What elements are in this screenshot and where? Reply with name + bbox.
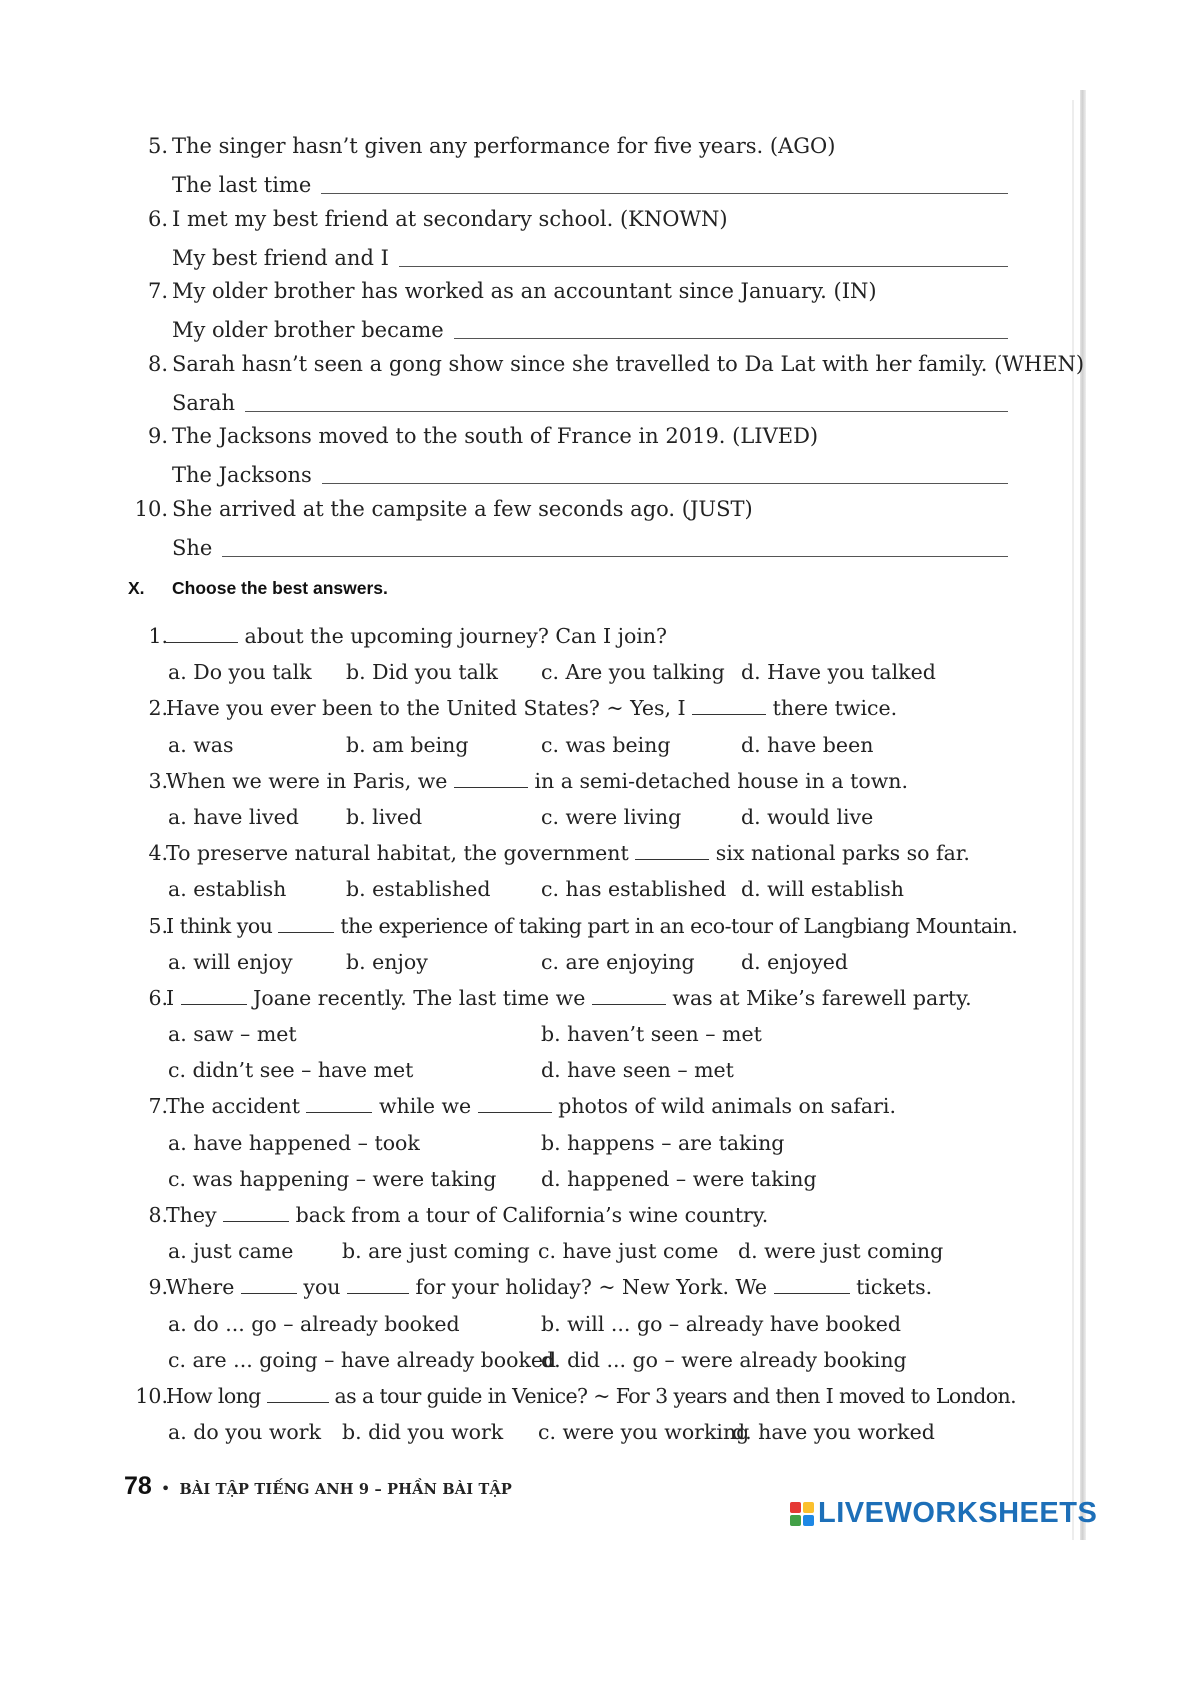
original-sentence: She arrived at the campsite a few seconds ago. (JUST) bbox=[172, 496, 753, 521]
options-row bbox=[128, 654, 1028, 690]
question-text: To preserve natural habitat, the government six national parks so far. bbox=[166, 841, 970, 866]
sentence-lead: The last time bbox=[172, 173, 312, 197]
question-number: 10. bbox=[135, 1383, 168, 1408]
sentence-lead: My best friend and I bbox=[172, 245, 389, 270]
options-row bbox=[128, 1016, 1028, 1052]
question-number: 1. bbox=[148, 624, 168, 648]
section-label: X. bbox=[128, 578, 145, 598]
option-d[interactable]: d. will establish bbox=[741, 877, 904, 902]
original-sentence: My older brother has worked as an accountant since January. (IN) bbox=[172, 279, 877, 303]
answer-blank[interactable] bbox=[478, 1094, 552, 1113]
item-number: 8. bbox=[147, 351, 168, 376]
sentence-lead: Sarah bbox=[172, 390, 235, 415]
rewrite-item bbox=[128, 201, 1008, 274]
answer-line[interactable] bbox=[245, 389, 1008, 412]
options-row bbox=[128, 1161, 1028, 1197]
item-number: 5. bbox=[147, 134, 168, 158]
sentence-lead: She bbox=[172, 535, 213, 560]
question-row bbox=[128, 908, 1028, 944]
option-a[interactable]: a. just came bbox=[168, 1239, 294, 1264]
option-d[interactable]: d. happened – were taking bbox=[541, 1166, 817, 1191]
answer-blank[interactable] bbox=[692, 696, 766, 715]
answer-line[interactable] bbox=[454, 316, 1008, 339]
item-number: 9. bbox=[147, 424, 168, 448]
option-c[interactable]: c. Are you talking bbox=[541, 660, 725, 685]
option-a[interactable]: a. do you work bbox=[168, 1420, 321, 1445]
question-row bbox=[128, 1197, 1028, 1233]
section-heading bbox=[128, 578, 388, 599]
sentence-lead: The Jacksons bbox=[172, 463, 312, 487]
option-d[interactable]: d. have you worked bbox=[732, 1420, 935, 1445]
question-number: 9. bbox=[148, 1275, 168, 1300]
option-b[interactable]: b. lived bbox=[346, 804, 423, 829]
answer-line[interactable] bbox=[322, 461, 1008, 484]
question-text: When we were in Paris, we in a semi-detached house in a town. bbox=[166, 768, 908, 793]
option-c[interactable]: c. were you working bbox=[538, 1420, 750, 1445]
answer-line[interactable] bbox=[321, 171, 1008, 194]
option-b[interactable]: b. will ... go – already have booked bbox=[541, 1311, 901, 1336]
rewrite-item bbox=[128, 128, 1008, 201]
answer-blank[interactable] bbox=[306, 1094, 372, 1113]
answer-blank[interactable] bbox=[774, 1275, 850, 1294]
option-a[interactable]: a. Do you talk bbox=[168, 660, 312, 685]
question-number: 6. bbox=[148, 985, 168, 1010]
rewrite-exercise bbox=[128, 128, 1085, 563]
rewrite-item bbox=[128, 418, 1008, 491]
options-row bbox=[128, 944, 1028, 980]
rewrite-item bbox=[128, 491, 1008, 564]
answer-blank[interactable] bbox=[278, 914, 334, 933]
answer-blank[interactable] bbox=[223, 1203, 289, 1222]
option-b[interactable]: b. am being bbox=[346, 732, 469, 757]
footer-bullet: • bbox=[160, 1479, 171, 1498]
original-sentence: I met my best friend at secondary school. (KNOWN) bbox=[172, 206, 728, 231]
rewrite-item bbox=[128, 346, 1085, 419]
question-number: 5. bbox=[148, 913, 168, 938]
answer-blank[interactable] bbox=[347, 1275, 409, 1294]
question-row bbox=[128, 1088, 1028, 1124]
option-c[interactable]: c. were living bbox=[541, 804, 682, 829]
sentence-lead: My older brother became bbox=[172, 318, 444, 342]
question-row bbox=[128, 763, 1028, 799]
multiple-choice-exercise bbox=[128, 618, 1028, 1450]
option-a[interactable]: a. saw – met bbox=[168, 1022, 297, 1047]
answer-blank[interactable] bbox=[166, 624, 238, 643]
question-number: 8. bbox=[148, 1203, 168, 1227]
item-number: 10. bbox=[134, 496, 168, 521]
book-title: BÀI TẬP TIẾNG ANH 9 – PHẦN BÀI TẬP bbox=[179, 1481, 512, 1498]
option-b[interactable]: b. happens – are taking bbox=[541, 1130, 785, 1155]
options-row bbox=[128, 871, 1028, 907]
options-row bbox=[128, 1414, 1028, 1450]
question-row bbox=[128, 618, 1028, 654]
question-number: 3. bbox=[148, 768, 168, 793]
question-number: 4. bbox=[148, 841, 168, 866]
item-number: 6. bbox=[147, 206, 168, 231]
question-number: 7. bbox=[148, 1094, 168, 1119]
options-row bbox=[128, 1052, 1028, 1088]
page-number: 78 bbox=[124, 1472, 152, 1500]
answer-blank[interactable] bbox=[181, 986, 247, 1005]
options-row bbox=[128, 1342, 1028, 1378]
answer-blank[interactable] bbox=[635, 841, 709, 860]
question-text: Have you ever been to the United States? ~ Yes, I there twice. bbox=[166, 696, 898, 721]
option-c[interactable]: c. are enjoying bbox=[541, 949, 695, 974]
option-d[interactable]: d. would live bbox=[741, 804, 874, 829]
original-sentence: The Jacksons moved to the south of France in 2019. (LIVED) bbox=[172, 424, 819, 448]
answer-line[interactable] bbox=[222, 534, 1008, 557]
option-b[interactable]: b. did you work bbox=[342, 1420, 504, 1445]
brand-name: LIVEWORKSHEETS bbox=[818, 1497, 1098, 1529]
option-a[interactable]: a. establish bbox=[168, 877, 287, 902]
question-row bbox=[128, 835, 1028, 871]
option-b[interactable]: b. haven’t seen – met bbox=[541, 1022, 762, 1047]
liveworksheets-logo bbox=[790, 1497, 1097, 1530]
option-c[interactable]: c. was being bbox=[541, 732, 671, 757]
option-b[interactable]: b. are just coming bbox=[342, 1239, 530, 1264]
question-number: 2. bbox=[148, 696, 168, 721]
answer-blank[interactable] bbox=[592, 986, 666, 1005]
options-row bbox=[128, 1233, 1028, 1269]
answer-blank[interactable] bbox=[267, 1384, 329, 1403]
option-c[interactable]: c. have just come bbox=[538, 1239, 719, 1264]
option-d[interactable]: d. have seen – met bbox=[541, 1058, 734, 1083]
question-text: I Joane recently. The last time we was at Mike’s farewell party. bbox=[166, 985, 972, 1010]
original-sentence: The singer hasn’t given any performance for five years. (AGO) bbox=[172, 134, 836, 158]
original-sentence: Sarah hasn’t seen a gong show since she travelled to Da Lat with her family. (WHEN) bbox=[172, 351, 1085, 376]
option-a[interactable]: a. have lived bbox=[168, 804, 299, 829]
options-row bbox=[128, 727, 1028, 763]
answer-line[interactable] bbox=[399, 244, 1008, 267]
option-d[interactable]: d. Have you talked bbox=[741, 660, 936, 685]
question-text: How long as a tour guide in Venice? ~ For 3 years and then I moved to London. bbox=[166, 1383, 1017, 1408]
item-number: 7. bbox=[147, 279, 168, 303]
rewrite-item bbox=[128, 273, 1008, 346]
answer-blank[interactable] bbox=[241, 1275, 297, 1294]
question-text: They back from a tour of California’s wine country. bbox=[166, 1203, 769, 1227]
option-a[interactable]: a. will enjoy bbox=[168, 949, 293, 974]
option-b[interactable]: b. enjoy bbox=[346, 949, 428, 974]
question-row bbox=[128, 690, 1028, 726]
page-binding-edge bbox=[1072, 100, 1074, 1540]
option-c[interactable]: c. has established bbox=[541, 877, 727, 902]
liveworksheets-grid-icon bbox=[790, 1502, 814, 1526]
option-d[interactable]: d. have been bbox=[741, 732, 874, 757]
options-row bbox=[128, 1125, 1028, 1161]
option-a[interactable]: a. do ... go – already booked bbox=[168, 1311, 460, 1336]
question-text: I think you the experience of taking part in an eco-tour of Langbiang Mountain. bbox=[166, 913, 1018, 938]
question-text: Where you for your holiday? ~ New York. We tickets. bbox=[166, 1275, 933, 1300]
section-title: Choose the best answers. bbox=[172, 578, 388, 598]
option-c[interactable]: c. are ... going – have already booked bbox=[168, 1347, 557, 1372]
question-row bbox=[128, 980, 1028, 1016]
option-d[interactable]: d. did ... go – were already booking bbox=[541, 1347, 907, 1372]
question-row bbox=[128, 1378, 1028, 1414]
page-footer bbox=[124, 1472, 512, 1501]
question-row bbox=[128, 1269, 1028, 1305]
options-row bbox=[128, 799, 1028, 835]
option-a[interactable]: a. have happened – took bbox=[168, 1130, 420, 1155]
option-d[interactable]: d. enjoyed bbox=[741, 949, 849, 974]
option-c[interactable]: c. was happening – were taking bbox=[168, 1166, 497, 1191]
option-c[interactable]: c. didn’t see – have met bbox=[168, 1058, 414, 1083]
answer-blank[interactable] bbox=[454, 769, 528, 788]
option-a[interactable]: a. was bbox=[168, 732, 234, 757]
question-text: about the upcoming journey? Can I join? bbox=[166, 618, 667, 654]
options-row bbox=[128, 1306, 1028, 1342]
page-binding-shadow bbox=[1080, 90, 1086, 1540]
option-d[interactable]: d. were just coming bbox=[738, 1239, 944, 1264]
question-text: The accident while we photos of wild animals on safari. bbox=[166, 1094, 896, 1119]
option-b[interactable]: b. Did you talk bbox=[346, 660, 498, 685]
option-b[interactable]: b. established bbox=[346, 877, 491, 902]
